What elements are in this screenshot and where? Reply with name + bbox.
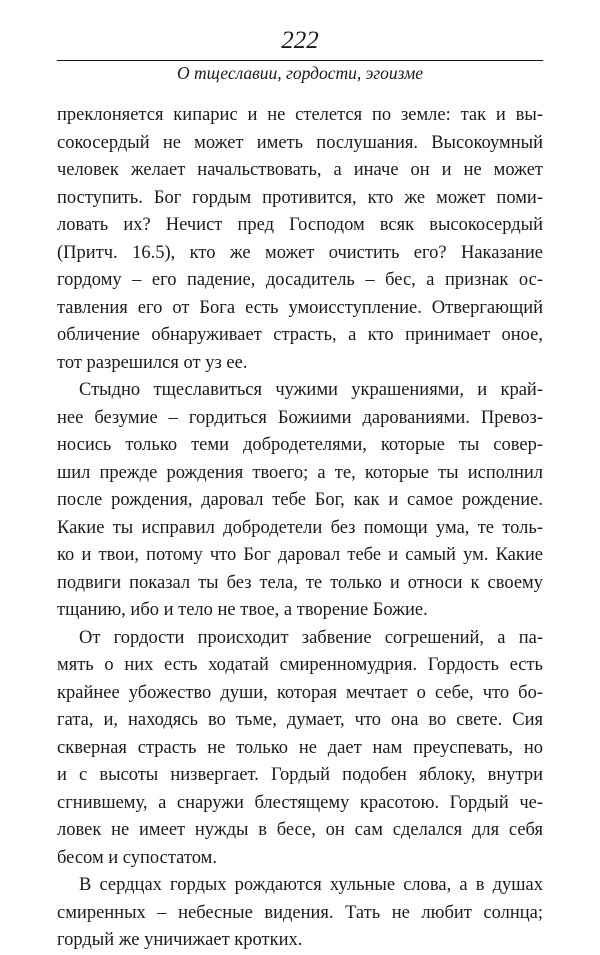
text-line: тавления его от Бога есть умоисступление. Отвергающий [57,297,543,318]
text-line: подвиги показал ты без тела, те только и относи к своему [57,572,543,593]
text-line: гата, и, находясь во тьме, думает, что она во свете. Сия [57,710,543,730]
header-rule [57,60,543,61]
text-line: бесом и супостатом. [57,847,217,868]
paragraph-3 [57,625,543,873]
text-line: и с высоты низвергает. Гордый подобен яблоку, внутри [57,765,543,785]
text-line: гордому – его падение, досадитель – бес, а признак ос- [57,270,543,290]
body-text [57,102,543,955]
text-line: сгнившему, а снаружи блестящему красотою. Гордый че- [57,792,543,813]
text-line: скверная страсть не только не дает нам преуспевать, но [57,737,543,758]
paragraph-4 [57,872,543,955]
text-line: Какие ты исправил добродетели без помощи ума, те толь- [57,517,543,538]
text-line: гордый же уничижает кротких. [57,930,303,950]
text-line: ловек не имеет нужды в бесе, он сам сделался для себя [57,820,543,840]
text-line: сокосердый не может иметь послушания. Высокоумный [57,132,543,153]
text-line: после рождения, даровал тебе Бог, как и самое рождение. [57,490,543,510]
page-number: 222 [281,27,319,54]
text-line: От гордости происходит забвение согрешений, а па- [79,627,543,648]
text-line: крайнее убожество души, которая мечтает о себе, что бо- [57,682,543,703]
text-line: шил прежде рождения твоего; а те, которые ты исполнил [57,462,543,483]
text-line: обличение обнаруживает страсть, а кто принимает оное, [57,325,543,345]
text-line: тот разрешился от уз ее. [57,352,248,373]
text-line: поступить. Бог гордым противится, кто же может поми- [57,187,543,208]
text-line: мять о них есть ходатай смиренномудрия. Гордость есть [57,655,543,675]
text-line: нее безумие – гордиться Божиими дарованиями. Превоз- [57,407,543,428]
text-line: преклоняется кипарис и не стелется по земле: так и вы- [57,105,543,125]
paragraph-2 [57,377,543,625]
paragraph-1 [57,102,543,377]
text-line: ловать их? Нечист пред Господом всяк высокосердый [57,215,543,235]
text-line: ко и твои, потому что Бог даровал тебе и самый ум. Какие [57,545,543,565]
text-line: носись только теми добродетелями, которые ты совер- [57,435,543,455]
text-line: человек желает начальствовать, а иначе он и не может [57,160,543,180]
text-line: тщанию, ибо и тело не твое, а творение Божие. [57,600,428,620]
text-line: смиренных – небесные видения. Тать не любит солнца; [57,902,543,923]
text-line: (Притч. 16.5), кто же может очистить его? Наказание [57,242,543,263]
text-line: Стыдно тщеславиться чужими украшениями, и край- [79,380,543,400]
running-title: О тщеславии, гордости, эгоизме [176,63,424,83]
text-line: В сердцах гордых рождаются хульные слова, а в душах [79,875,543,895]
book-page [57,26,543,955]
